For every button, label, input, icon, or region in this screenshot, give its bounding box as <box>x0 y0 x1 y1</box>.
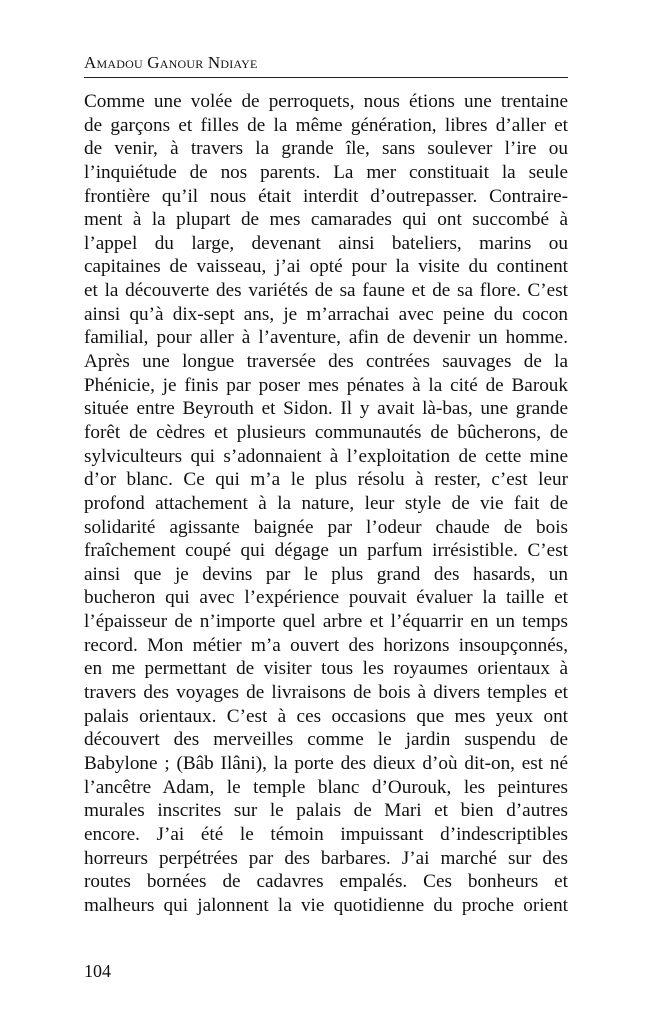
text-line: record. Mon métier m’a ouvert des horizons insoupçonnés, <box>84 634 568 656</box>
running-header-author: Amadou Ganour Ndiaye <box>84 53 258 72</box>
text-line: bucheron qui avec l’expérience pouvait évaluer la taille et <box>84 587 568 609</box>
body-text <box>84 90 568 917</box>
text-line: Comme une volée de perroquets, nous étions une trentaine <box>84 91 568 112</box>
text-line: ainsi qu’à dix-sept ans, je m’arrachai avec peine du cocon <box>84 303 568 325</box>
text-line: de venir, à travers la grande île, sans soulever l’ire ou <box>84 138 568 160</box>
text-line: Après une longue traversée des contrées sauvages de la <box>84 351 568 373</box>
page-number: 104 <box>84 961 111 981</box>
header-rule <box>84 77 568 78</box>
text-line: murales inscrites sur le palais de Mari et bien d’autres <box>84 800 568 822</box>
text-line: ment à la plupart de mes camarades qui ont succombé à <box>84 209 568 231</box>
text-line: située entre Beyrouth et Sidon. Il y avait là-bas, une grande <box>84 398 568 420</box>
text-line: routes bornées de cadavres empalés. Ces bonheurs et <box>84 871 568 893</box>
text-line: découvert des merveilles comme le jardin suspendu de <box>84 729 568 751</box>
text-line: et la découverte des variétés de sa faune et de sa flore. C’est <box>84 280 568 302</box>
text-line: capitaines de vaisseau, j’ai opté pour la visite du continent <box>84 256 568 278</box>
text-line: sylviculteurs qui s’adonnaient à l’exploitation de cette mine <box>84 445 568 467</box>
book-page <box>84 0 568 1036</box>
text-line: familial, pour aller à l’aventure, afin de devenir un homme. <box>84 327 568 349</box>
text-line: frontière qu’il nous était interdit d’outrepasser. Contraire- <box>84 185 568 207</box>
text-line: encore. J’ai été le témoin impuissant d’indescriptibles <box>84 823 568 845</box>
text-line: l’ancêtre Adam, le temple blanc d’Ourouk, les peintures <box>84 776 568 798</box>
text-line: malheurs qui jalonnent la vie quotidienne du proche orient <box>84 894 568 916</box>
text-line: l’épaisseur de n’importe quel arbre et l’équarrir en un temps <box>84 611 568 633</box>
text-line: ainsi que je devins par le plus grand des hasards, un <box>84 563 568 585</box>
text-line: profond attachement à la nature, leur style de vie fait de <box>84 492 568 514</box>
text-line: en me permettant de visiter tous les royaumes orientaux à <box>84 658 568 680</box>
text-line: Phénicie, je finis par poser mes pénates à la cité de Barouk <box>84 374 568 396</box>
text-line: fraîchement coupé qui dégage un parfum irrésistible. C’est <box>84 540 568 562</box>
text-line: l’inquiétude de nos parents. La mer constituait la seule <box>84 161 568 183</box>
text-line: Babylone ; (Bâb Ilâni), la porte des dieux d’où dit-on, est né <box>84 752 568 774</box>
text-line: palais orientaux. C’est à ces occasions que mes yeux ont <box>84 705 568 727</box>
text-line: forêt de cèdres et plusieurs communautés de bûcherons, de <box>84 421 568 443</box>
text-line: solidarité agissante baignée par l’odeur chaude de bois <box>84 516 568 538</box>
text-line: horreurs perpétrées par des barbares. J’ai marché sur des <box>84 847 568 869</box>
text-line: d’or blanc. Ce qui m’a le plus résolu à rester, c’est leur <box>84 469 568 491</box>
text-line: travers des voyages de livraisons de bois à divers temples et <box>84 682 568 704</box>
text-line: l’appel du large, devenant ainsi bateliers, marins ou <box>84 232 568 254</box>
text-line: de garçons et filles de la même génération, libres d’aller et <box>84 114 568 136</box>
